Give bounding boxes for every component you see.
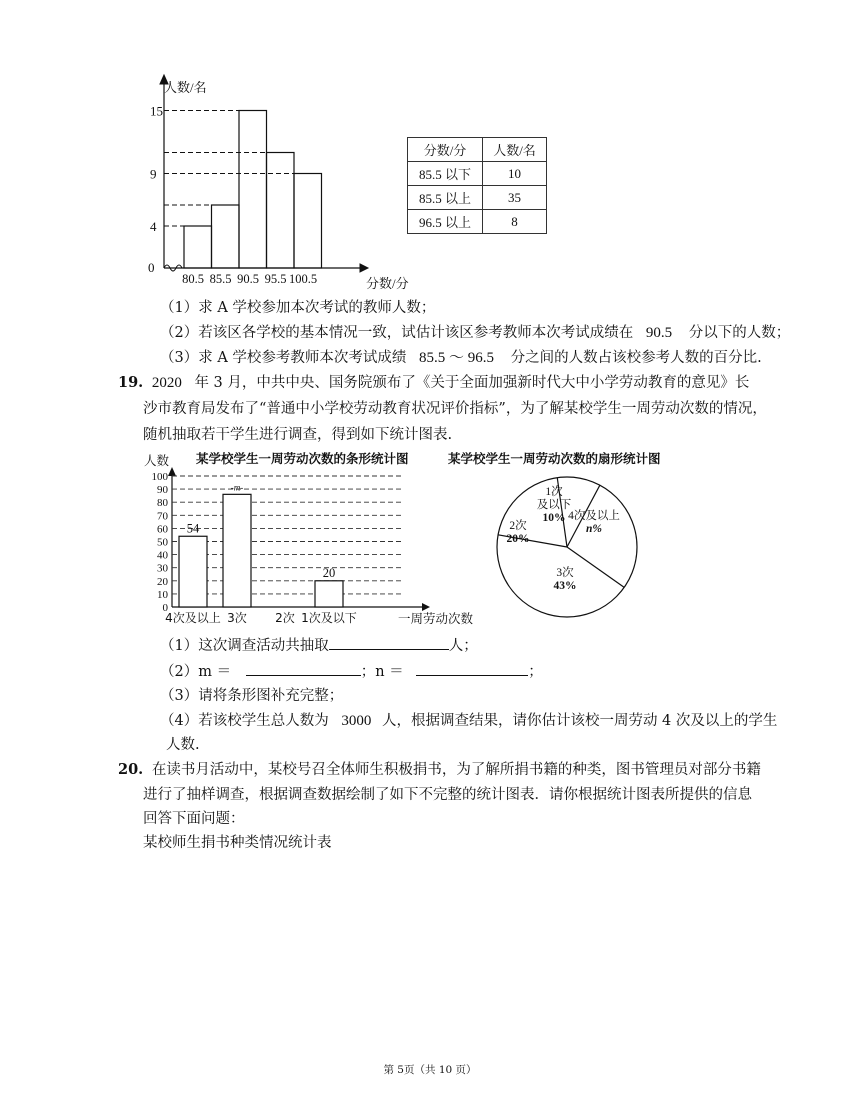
labor-pie-chart xyxy=(442,448,672,623)
table-row xyxy=(408,210,547,234)
hist-y-label: 人数/名 xyxy=(164,80,207,95)
bar-y-tick: 90 xyxy=(157,484,168,497)
hist-y-tick: 4 xyxy=(150,219,157,234)
q18-part3-value: 85.5 ～ 96.5 xyxy=(419,350,495,366)
q19-part2-m: （2）m ＝ xyxy=(160,664,232,680)
q20-line1 xyxy=(118,759,761,781)
q19-year: 2020 xyxy=(151,375,182,391)
q19-part4-value: 3000 xyxy=(341,713,372,729)
page-footer: 第 5页（共 10 页） xyxy=(383,1064,477,1076)
q19-part2-n: ；n ＝ xyxy=(360,664,404,680)
q19-part3: （3）请将条形图补充完整； xyxy=(160,688,344,704)
hist-x-tick: 85.5 xyxy=(209,272,232,286)
bar-y-tick: 60 xyxy=(157,523,168,536)
bar-y-tick: 50 xyxy=(157,536,168,549)
hist-x-tick: 100.5 xyxy=(288,272,318,286)
hist-bar xyxy=(267,153,295,269)
bar-y-tick: 100 xyxy=(151,471,168,483)
bar-chart-y-label: 人数 xyxy=(144,453,170,468)
bar-y-tick: 20 xyxy=(157,575,168,588)
bar-y-tick: 30 xyxy=(157,562,168,575)
bar-y-tick: 70 xyxy=(157,510,168,523)
table-cell: 96.5 以上 xyxy=(408,210,483,234)
pie-slice-label: 43% xyxy=(553,580,577,592)
bar-y-tick: 80 xyxy=(157,497,168,510)
pie-slice-label: 2次 xyxy=(509,520,527,532)
hist-bar xyxy=(184,226,212,268)
bar-data-label: 54 xyxy=(186,521,200,536)
bar-y-tick: 10 xyxy=(157,588,168,601)
q19-text-1: 年 3 月，中共中央、国务院颁布了《关于全面加强新时代大中小学劳动教育的意见》长 xyxy=(194,375,750,391)
score-histogram xyxy=(140,72,410,294)
bar-x-tick: 3次 xyxy=(227,611,247,625)
pie-slice-label: 3次 xyxy=(556,567,574,579)
labor-bar-chart xyxy=(142,448,487,630)
answer-blank[interactable] xyxy=(329,634,449,650)
q20-line2: 进行了抽样调查，根据调查数据绘制了如下不完整的统计图表．请你根据统计图表所提供的信息 xyxy=(143,787,752,803)
q19-line3: 随机抽取若干学生进行调查，得到如下统计图表. xyxy=(143,427,453,443)
hist-bar xyxy=(212,205,240,268)
q19-part4 xyxy=(160,710,777,732)
q18-part3-tail: 分之间的人数占该校参考人数的百分比. xyxy=(510,350,762,366)
bar xyxy=(223,494,251,607)
q19-part4-text: （4）若该校学生总人数为 xyxy=(160,713,329,729)
q18-part3-text: （3）求 A 学校参考教师本次考试成绩 xyxy=(160,350,407,366)
pie-slice-label: 20% xyxy=(506,533,530,545)
table-header-cell: 分数/分 xyxy=(408,138,483,162)
bar-chart-title: 某学校学生一周劳动次数的条形统计图 xyxy=(196,451,409,466)
bar-data-label: -m- xyxy=(230,482,244,493)
pie-slice-label: 及以下 xyxy=(536,499,572,511)
pie-slice-label: 10% xyxy=(542,512,566,524)
pie-slice-label: n% xyxy=(586,523,602,535)
q19-part1-tail: 人； xyxy=(448,638,478,654)
q19-number: 19. xyxy=(118,374,144,391)
bar-data-label: 20 xyxy=(322,565,336,580)
table-header-row xyxy=(408,138,547,162)
q19-part1 xyxy=(160,634,478,657)
hist-x-label: 分数/分 xyxy=(366,276,409,291)
q18-part2 xyxy=(160,322,790,344)
answer-blank[interactable] xyxy=(246,660,361,676)
q20-text-1: 在读书月活动中，某校号召全体师生积极捐书，为了解所捐书籍的种类，图书管理员对部分书籍 xyxy=(151,762,761,778)
hist-x-arrow xyxy=(360,264,368,272)
q20-line3: 回答下面问题： xyxy=(143,811,245,827)
pie-slice-label: 4次及以上 xyxy=(568,510,620,522)
q19-part2-end: ； xyxy=(528,664,543,680)
bar-chart-x-label: 一周劳动次数 xyxy=(398,611,474,626)
bar-x-tick: 1次及以下 xyxy=(301,611,357,625)
q19-part2 xyxy=(160,660,543,683)
bar xyxy=(315,581,343,607)
hist-bar xyxy=(294,174,322,269)
q18-part2-text: （2）若该区各学校的基本情况一致，试估计该区参考教师本次考试成绩在 xyxy=(160,325,634,341)
table-cell: 10 xyxy=(483,162,547,186)
hist-bar xyxy=(239,111,267,269)
q19-part4-tail: 人，根据调查结果，请你估计该校一周劳动 4 次及以上的学生 xyxy=(381,713,778,729)
table-row xyxy=(408,186,547,210)
hist-y-tick: 9 xyxy=(150,166,157,182)
score-table xyxy=(407,137,547,234)
q20-table-title: 某校师生捐书种类情况统计表 xyxy=(143,835,332,851)
pie-chart-title: 某学校学生一周劳动次数的扇形统计图 xyxy=(448,451,661,466)
q19-part4-cont: 人数. xyxy=(166,737,200,753)
bar-x-arrow xyxy=(422,603,430,611)
table-header-cell: 人数/名 xyxy=(483,138,547,162)
hist-x-tick: 80.5 xyxy=(182,272,204,286)
bar-x-tick: 4次及以上 xyxy=(165,611,221,625)
table-cell: 85.5 以下 xyxy=(408,162,483,186)
bar-y-tick: 40 xyxy=(157,549,168,562)
q18-part2-tail: 分以下的人数； xyxy=(688,325,791,341)
answer-blank[interactable] xyxy=(416,660,528,676)
q19-line1 xyxy=(118,372,749,394)
q20-number: 20. xyxy=(118,761,144,778)
hist-y-tick: 15 xyxy=(150,103,163,119)
q18-part2-value: 90.5 xyxy=(645,325,673,341)
hist-x-tick: 90.5 xyxy=(237,272,259,286)
q19-line2: 沙市教育局发布了“普通中小学校劳动教育状况评价指标”，为了解某校学生一周劳动次数的情况， xyxy=(143,401,767,417)
q18-part3 xyxy=(160,347,762,369)
table-row xyxy=(408,162,547,186)
hist-y-tick: 0 xyxy=(148,260,155,275)
q19-part1-text: （1）这次调查活动共抽取 xyxy=(160,638,329,654)
bar-y-arrow xyxy=(168,467,176,476)
table-cell: 85.5 以上 xyxy=(408,186,483,210)
pie-slice-label: 1次 xyxy=(545,486,563,498)
hist-x-tick: 95.5 xyxy=(264,272,287,286)
table-cell: 35 xyxy=(483,186,547,210)
q18-part1: （1）求 A 学校参加本次考试的教师人数； xyxy=(160,300,436,316)
bar-y-tick: 0 xyxy=(162,602,168,614)
bar-x-tick: 2次 xyxy=(275,611,295,625)
table-cell: 8 xyxy=(483,210,547,234)
bar xyxy=(179,536,207,607)
